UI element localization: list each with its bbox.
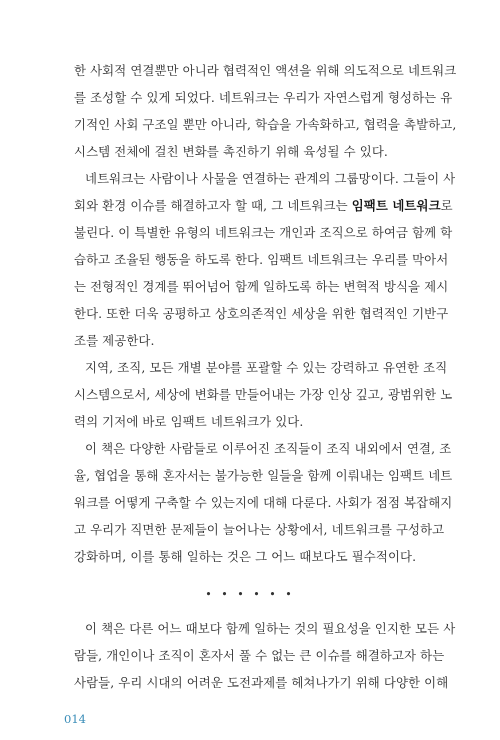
text-line: 이 책은 다른 어느 때보다 함께 일하는 것의 필요성을 인지한 모든 사	[85, 621, 456, 636]
text-line: 네트워크는 사람이나 사물을 연결하는 관계의 그룹망이다. 그들이 사	[85, 171, 456, 186]
text-line: 불린다. 이 특별한 유형의 네트워크는 개인과 조직으로 하여금 함께 학	[74, 225, 453, 240]
emphasized-term: 임팩트 네트워크	[351, 198, 441, 213]
page-number: 014	[64, 712, 86, 726]
text-line: 는 전형적인 경계를 뛰어넘어 함께 일하도록 하는 변혁적 방식을 제시	[74, 279, 449, 294]
text-line: 기적인 사회 구조일 뿐만 아니라, 학습을 가속화하고, 협력을 촉발하고,	[74, 117, 457, 132]
text-line: 시스템 전체에 걸친 변화를 촉진하기 위해 육성될 수 있다.	[74, 144, 388, 159]
text-line: 한 사회적 연결뿐만 아니라 협력적인 액션을 위해 의도적으로 네트워크	[74, 63, 457, 78]
text-line-with-emphasis	[74, 198, 453, 214]
text-line: 율, 협업을 통해 혼자서는 불가능한 일들을 함께 이뤄내는 임팩트 네트	[74, 468, 453, 483]
text-fragment: 회와 환경 이슈를 해결하고자 할 때, 그 네트워크는	[74, 198, 352, 213]
text-line: 를 조성할 수 있게 되었다. 네트워크는 우리가 자연스럽게 형성하는 유	[74, 90, 453, 105]
text-line: 이 책은 다양한 사람들로 이루어진 조직들이 조직 내외에서 연결, 조	[85, 441, 452, 456]
section-break-dots: • • • • • •	[205, 588, 295, 601]
text-line: 조를 제공한다.	[74, 333, 155, 348]
text-line: 지역, 조직, 모든 개별 분야를 포괄할 수 있는 강력하고 유연한 조직	[85, 360, 448, 375]
text-line: 고 우리가 직면한 문제들이 늘어나는 상황에서, 네트워크를 구성하고	[74, 522, 445, 537]
text-line: 사람들, 우리 시대의 어려운 도전과제를 헤쳐나가기 위해 다양한 이해	[74, 675, 449, 690]
text-line: 한다. 또한 더욱 공평하고 상호의존적인 세상을 위한 협력적인 기반구	[74, 306, 449, 321]
text-line: 람들, 개인이나 조직이 혼자서 풀 수 없는 큰 이슈를 해결하고자 하는	[74, 648, 445, 663]
text-line: 시스템으로서, 세상에 변화를 만들어내는 가장 인상 깊고, 광범위한 노	[74, 387, 453, 402]
text-line: 습하고 조율된 행동을 하도록 한다. 임팩트 네트워크는 우리를 막아서	[74, 252, 449, 267]
text-fragment: 로	[440, 198, 453, 213]
text-line: 강화하며, 이를 통해 일하는 것은 그 어느 때보다도 필수적이다.	[74, 549, 417, 564]
text-line: 워크를 어떻게 구축할 수 있는지에 대해 다룬다. 사회가 점점 복잡해지	[74, 495, 453, 510]
text-line: 력의 기저에 바로 임팩트 네트워크가 있다.	[74, 414, 304, 429]
